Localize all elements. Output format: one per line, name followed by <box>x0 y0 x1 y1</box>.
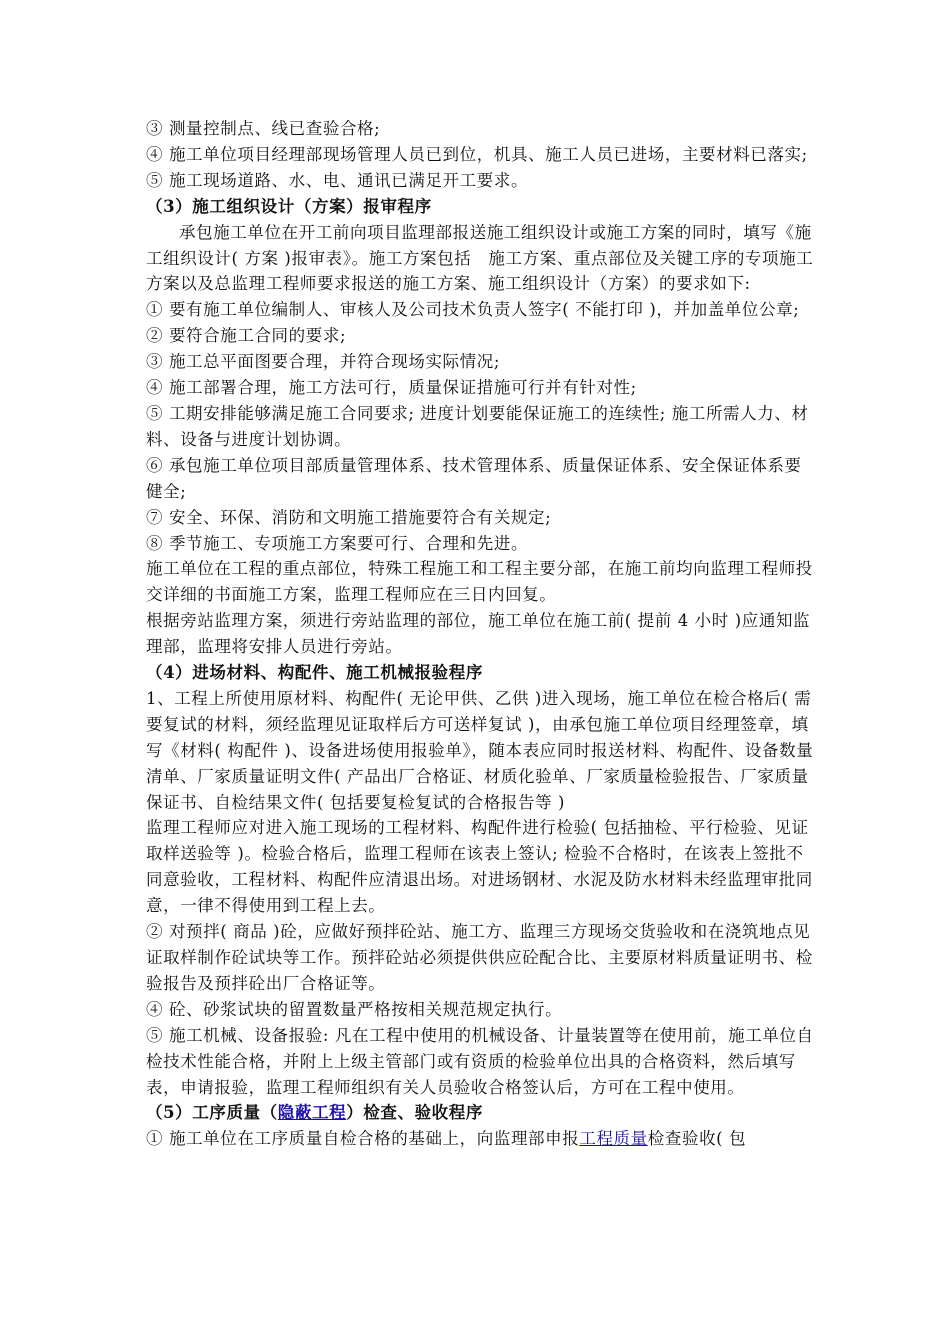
paragraph: 根据旁站监理方案，须进行旁站监理的部位，施工单位在施工前( 提前 4 小时 )应通知监理部，监理将安排人员进行旁站。 <box>146 611 811 657</box>
paragraph: ② 要符合施工合同的要求; <box>146 326 347 346</box>
paragraph: ⑧ 季节施工、专项施工方案要可行、合理和先进。 <box>146 533 529 553</box>
paragraph: ⑤ 施工现场道路、水、电、通讯已满足开工要求。 <box>146 170 529 190</box>
heading-text: （5）工序质量（ <box>146 1103 278 1123</box>
paragraph: ④ 施工单位项目经理部现场管理人员已到位，机具、施工人员已进场，主要材料已落实; <box>146 144 808 164</box>
paragraph: 施工单位在工程的重点部位，特殊工程施工和工程主要分部，在施工前均向监理工程师投交详细的书面施工方案，监理工程师应在三日内回复。 <box>146 559 813 605</box>
paragraph: ⑤ 工期安排能够满足施工合同要求; 进度计划要能保证施工的连续性; 施工所需人力、材料、设备与进度计划协调。 <box>146 403 809 449</box>
paragraph: ⑦ 安全、环保、消防和文明施工措施要符合有关规定; <box>146 507 552 527</box>
paragraph <box>146 1126 818 1152</box>
hidden-works-link[interactable]: 隐蔽工程 <box>277 1103 347 1123</box>
paragraph-text: 检查验收( 包 <box>647 1129 747 1149</box>
paragraph: 监理工程师应对进入施工现场的工程材料、构配件进行检验( 包括抽检、平行检验、见证取样送验等 )。检验合格后，监理工程师在该表上签认; 检验不合格时，在该表上签批不同意验收，工程材料、构配件应清退出场。对进场钢材、水泥及防水材料未经监理审批同意，一律不得使用到工程上去。 <box>146 818 813 916</box>
paragraph: 1、工程上所使用原材料、构配件( 无论甲供、乙供 )进入现场，施工单位在检合格后( 需要复试的材料，须经监理见证取样后方可送样复试 )，由承包施工单位项目经理签章，填写《材料( 构配件 )、设备进场使用报验单》，随本表应同时报送材料、构配件、设备数量清单、厂家质量证明文件( 产品出厂合格证、材质化验单、厂家质量检验报告、厂家质量保证书、自检结果文件( 包括要复检复试的合格报告等 ) <box>146 688 814 812</box>
section-heading: （3）施工组织设计（方案）报审程序 <box>146 196 432 216</box>
paragraph: ④ 施工部署合理，施工方法可行，质量保证措施可行并有针对性; <box>146 378 637 398</box>
project-quality-link[interactable]: 工程质量 <box>579 1129 648 1149</box>
section-heading-5 <box>146 1100 818 1126</box>
heading-text: ）检查、验收程序 <box>346 1103 483 1123</box>
paragraph: ③ 施工总平面图要合理，并符合现场实际情况; <box>146 352 501 372</box>
paragraph: 承包施工单位在开工前向项目监理部报送施工组织设计或施工方案的同时，填写《施工组织设计( 方案 )报审表》。施工方案包括 施工方案、重点部位及关键工序的专项施工方案以及总监理工程师要求报送的施工方案、施工组织设计（方案）的要求如下: <box>146 222 814 294</box>
paragraph: ③ 测量控制点、线已查验合格; <box>146 119 381 138</box>
paragraph: ② 对预拌( 商品 )砼，应做好预拌砼站、施工方、监理三方现场交货验收和在浇筑地点见证取样制作砼试块等工作。预拌砼站必须提供供应砼配合比、主要原材料质量证明书、检验报告及预拌砼出厂合格证等。 <box>146 922 813 993</box>
paragraph-text: ① 施工单位在工序质量自检合格的基础上，向监理部申报 <box>146 1129 580 1149</box>
paragraph: ① 要有施工单位编制人、审核人及公司技术负责人签字( 不能打印 )，并加盖单位公章; <box>146 300 800 320</box>
document-body <box>146 116 818 1152</box>
paragraph: ⑥ 承包施工单位项目部质量管理体系、技术管理体系、质量保证体系、安全保证体系要健全; <box>146 455 802 501</box>
paragraph: ⑤ 施工机械、设备报验: 凡在工程中使用的机械设备、计量装置等在使用前，施工单位自检技术性能合格，并附上上级主管部门或有资质的检验单位出具的合格资料，然后填写表，申请报验，监理工程师组织有关人员验收合格签认后，方可在工程中使用。 <box>146 1025 814 1097</box>
paragraph: ④ 砼、砂浆试块的留置数量严格按相关规范规定执行。 <box>146 999 563 1019</box>
section-heading: （4）进场材料、构配件、施工机械报验程序 <box>146 663 483 683</box>
